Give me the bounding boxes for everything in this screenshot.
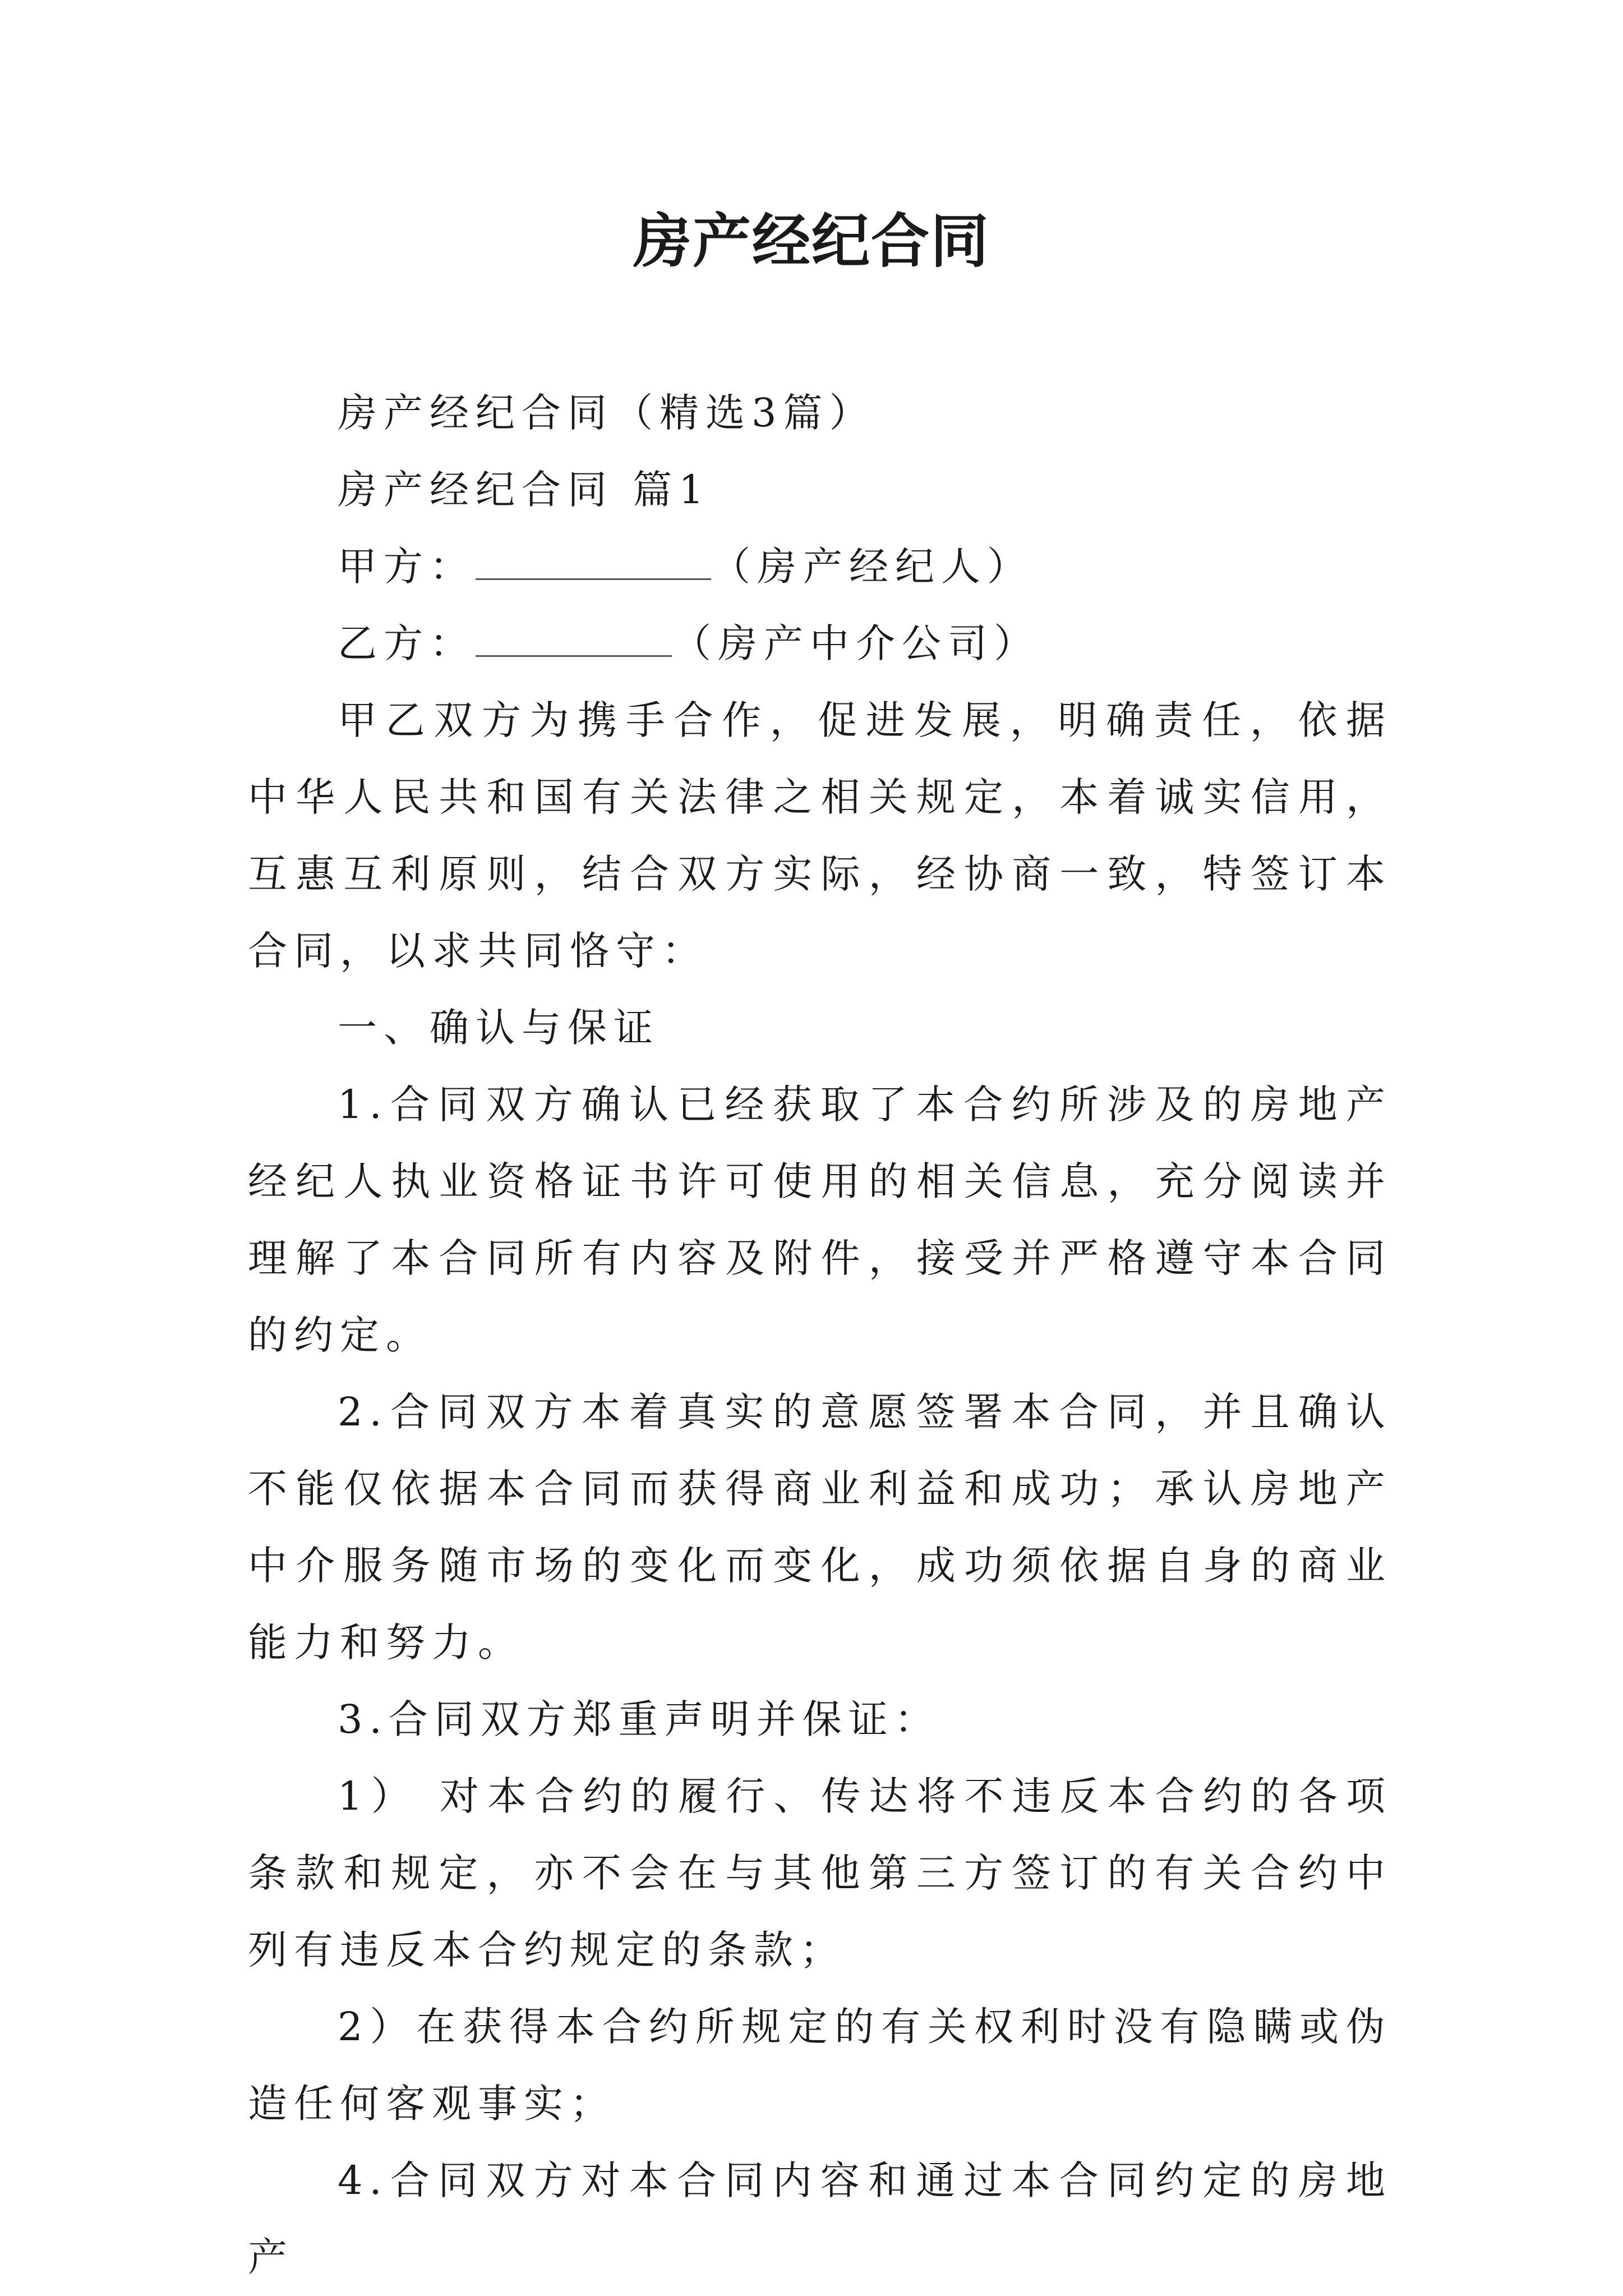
party-a-label: 甲方： — [338, 544, 476, 590]
party-a-line — [248, 528, 1392, 605]
document-body — [248, 375, 1392, 2296]
party-a-blank — [476, 545, 711, 580]
document-title: 房产经纪合同 — [633, 207, 990, 275]
section-heading: 房产经纪合同 篇1 — [338, 467, 711, 513]
heading-confirmation: 一、确认与保证 — [338, 1005, 660, 1051]
document-subtitle: 房产经纪合同（精选3篇） — [338, 390, 875, 436]
party-b-role: （房产中介公司） — [672, 620, 1040, 666]
clause-3-item-2: 2）在获得本合约所规定的有关权利时没有隐瞒或伪造任何客观事实； — [248, 2004, 1392, 2127]
party-a-role: （房产经纪人） — [711, 544, 1033, 590]
clause-3: 3.合同双方郑重声明并保证： — [338, 1696, 940, 1742]
clause-2: 2.合同双方本着真实的意愿签署本合同，并且确认不能仅依据本合同而获得商业利益和成功；承认房地产中介服务随市场的变化而变化，成功须依据自身的商业能力和努力。 — [248, 1389, 1392, 1665]
intro-paragraph: 甲乙双方为携手合作，促进发展，明确责任，依据中华人民共和国有关法律之相关规定，本着诚实信用，互惠互利原则，结合双方实际，经协商一致，特签订本合同，以求共同恪守： — [248, 697, 1392, 974]
clause-3-item-1: 1） 对本合约的履行、传达将不违反本合约的各项条款和规定，亦不会在与其他第三方签订的有关合约中列有违反本合约规定的条款； — [248, 1773, 1392, 1973]
clause-4: 4.合同双方对本合同内容和通过本合同约定的房地产 — [248, 2157, 1392, 2280]
clause-1: 1.合同双方确认已经获取了本合约所涉及的房地产经纪人执业资格证书许可使用的相关信息，充分阅读并理解了本合同所有内容及附件，接受并严格遵守本合同的约定。 — [248, 1082, 1392, 1358]
party-b-blank — [476, 622, 672, 657]
party-b-line — [248, 605, 1392, 682]
party-b-label: 乙方： — [338, 620, 476, 666]
